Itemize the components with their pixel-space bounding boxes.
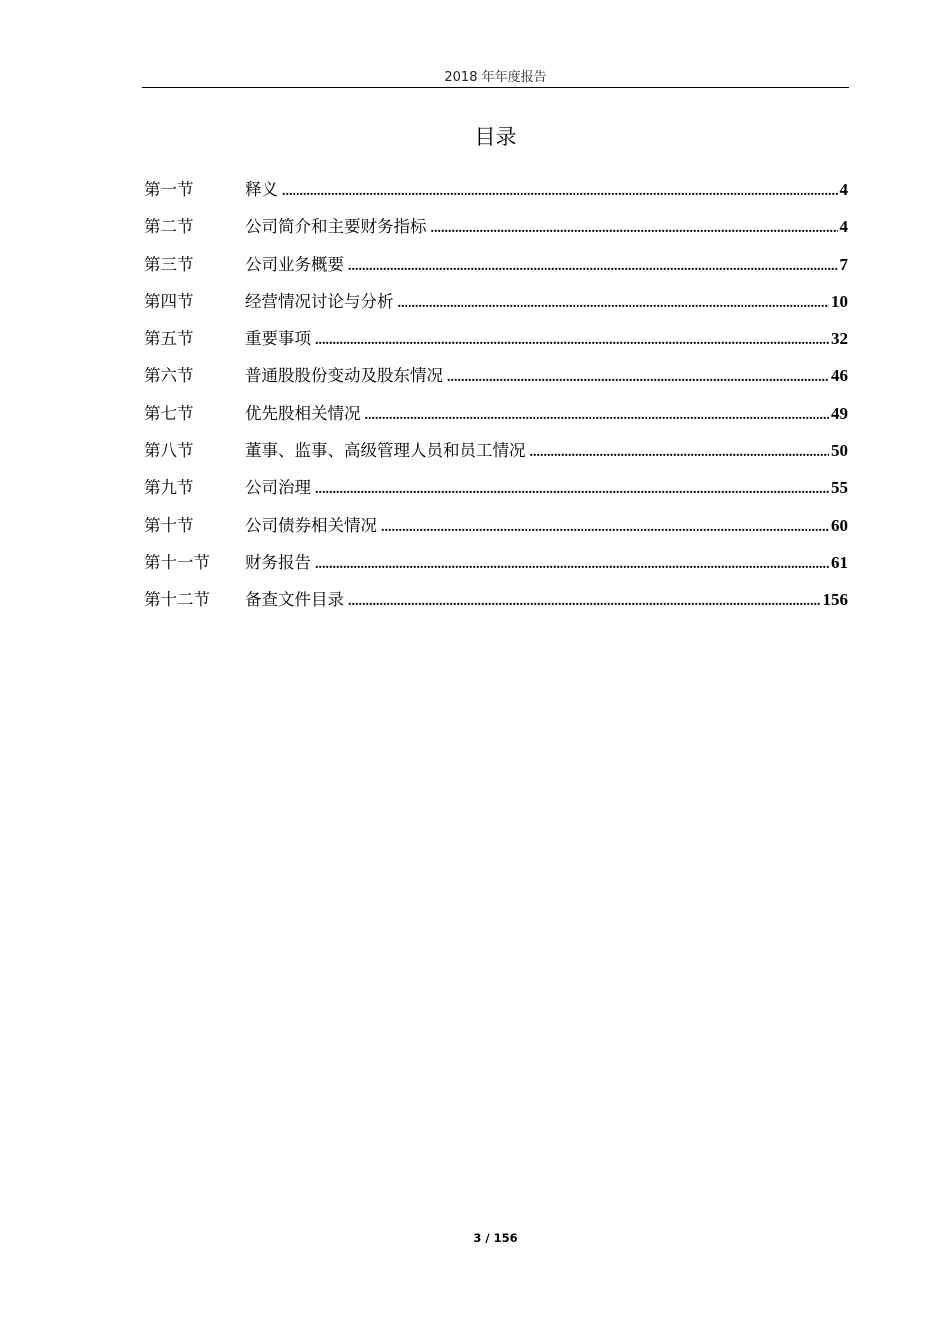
toc-page-number: 46: [831, 366, 848, 386]
toc-page-number: 156: [822, 590, 848, 610]
toc-entry-title: 优先股相关情况: [245, 403, 361, 423]
toc-section-number: 第六节: [144, 366, 194, 386]
toc-section-number: 第五节: [144, 329, 194, 349]
toc-page-number: 61: [831, 552, 848, 572]
toc-entry[interactable]: [144, 288, 848, 325]
toc-page-number: 55: [831, 478, 848, 498]
toc-section-number: 第十二节: [144, 590, 210, 610]
toc-leader-dots: [315, 482, 829, 498]
toc-entry[interactable]: [144, 325, 848, 362]
toc-entry-title: 公司债券相关情况: [245, 515, 377, 535]
toc-leader-dots: [348, 259, 838, 275]
toc-page-number: 7: [839, 254, 848, 274]
page-header: 2018 年年度报告: [444, 70, 547, 85]
toc-entry[interactable]: [144, 549, 848, 586]
toc-leader-dots: [282, 184, 838, 200]
toc-entry-title: 备查文件目录: [245, 590, 344, 610]
toc-entry[interactable]: [144, 251, 848, 288]
toc-entry-title: 财务报告: [245, 552, 311, 572]
toc-leader-dots: [398, 296, 830, 312]
toc-entry[interactable]: [144, 362, 848, 399]
toc-entry-title: 公司简介和主要财务指标: [245, 217, 427, 237]
toc-entry[interactable]: [144, 586, 848, 623]
toc-leader-dots: [447, 370, 829, 386]
toc-page-number: 32: [831, 329, 848, 349]
toc-entry[interactable]: [144, 474, 848, 511]
table-of-contents: [144, 176, 848, 624]
toc-section-number: 第十节: [144, 515, 194, 535]
header-rule: [142, 87, 849, 88]
toc-title: 目录: [474, 125, 517, 149]
page-footer-indicator: 3 / 156: [473, 1231, 518, 1245]
toc-page-number: 49: [831, 403, 848, 423]
toc-entry-title: 释义: [245, 180, 278, 199]
toc-leader-dots: [381, 520, 829, 536]
toc-leader-dots: [530, 445, 830, 461]
toc-entry-title: 公司业务概要: [245, 254, 344, 274]
toc-entry[interactable]: [144, 213, 848, 250]
toc-leader-dots: [431, 221, 838, 237]
toc-entry[interactable]: [144, 512, 848, 549]
toc-leader-dots: [315, 557, 829, 573]
toc-page-number: 10: [831, 291, 848, 311]
toc-section-number: 第四节: [144, 291, 194, 311]
toc-entry-title: 重要事项: [245, 329, 311, 349]
toc-page-number: 60: [831, 515, 848, 535]
toc-entry[interactable]: [144, 437, 848, 474]
toc-leader-dots: [365, 408, 830, 424]
toc-leader-dots: [348, 594, 821, 610]
toc-entry-title: 普通股股份变动及股东情况: [245, 366, 443, 386]
toc-section-number: 第一节: [144, 180, 194, 199]
toc-section-number: 第十一节: [144, 552, 210, 572]
toc-entry-title: 公司治理: [245, 478, 311, 498]
toc-page-number: 4: [839, 180, 848, 199]
toc-entry-title: 经营情况讨论与分析: [245, 291, 394, 311]
toc-section-number: 第七节: [144, 403, 194, 423]
toc-section-number: 第九节: [144, 478, 194, 498]
toc-entry[interactable]: [144, 176, 848, 213]
toc-section-number: 第二节: [144, 217, 194, 237]
toc-page-number: 4: [839, 217, 848, 237]
toc-section-number: 第八节: [144, 441, 194, 461]
toc-entry[interactable]: [144, 400, 848, 437]
toc-page-number: 50: [831, 441, 848, 461]
toc-leader-dots: [315, 333, 829, 349]
toc-section-number: 第三节: [144, 254, 194, 274]
toc-entry-title: 董事、监事、高级管理人员和员工情况: [245, 441, 526, 461]
